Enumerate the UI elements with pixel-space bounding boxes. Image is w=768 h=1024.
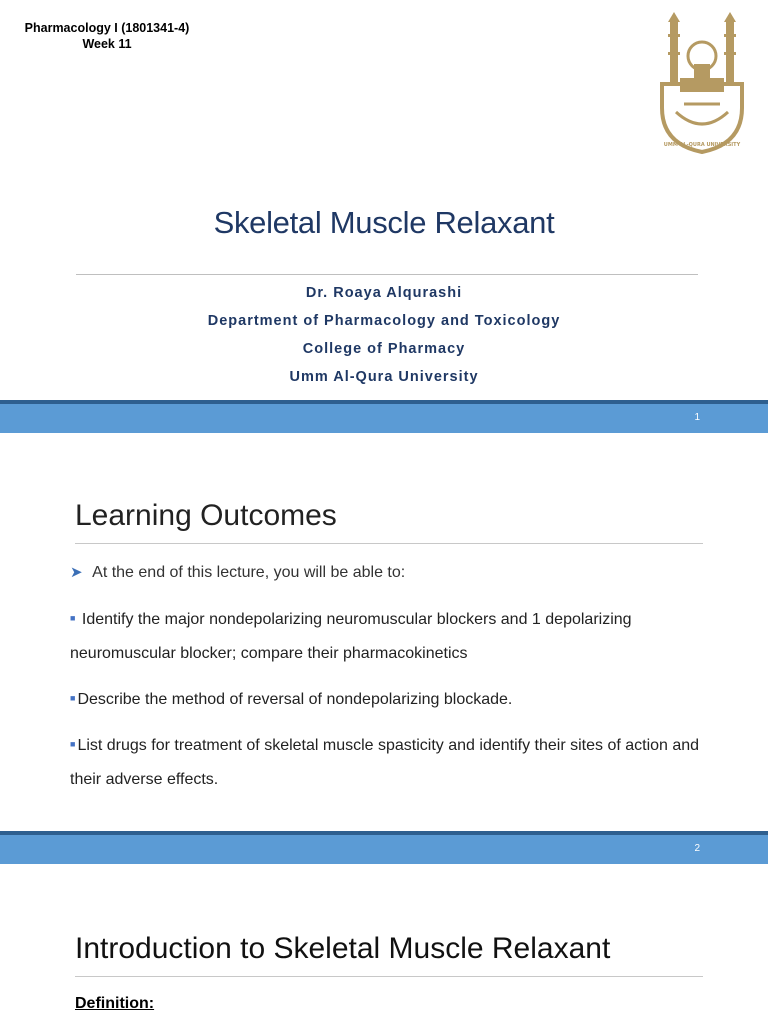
author-college: College of Pharmacy (302, 341, 466, 357)
intro-label: At the end of this lecture, you will be able to: (92, 564, 406, 581)
list-item-text: Identify the major nondepolarizing neuromuscular blockers and 1 depolarizing neuromuscular blocker; compare their pharmacokinetics (70, 611, 632, 662)
definition-heading: Definition: (75, 995, 155, 1012)
university-logo-icon (656, 12, 748, 154)
presentation-title: Skeletal Muscle Relaxant (213, 205, 555, 240)
list-item (70, 681, 710, 717)
list-item-text: List drugs for treatment of skeletal muscle spasticity and identify their sites of action and their adverse effects. (70, 737, 700, 788)
page-number: 2 (694, 843, 700, 854)
author-department: Department of Pharmacology and Toxicology (207, 313, 561, 329)
author-university: Umm Al-Qura University (289, 369, 479, 385)
title-divider (76, 274, 698, 275)
list-item-text: Describe the method of reversal of nondepolarizing blockade. (77, 691, 513, 708)
title-divider (75, 976, 703, 977)
arrow-bullet-icon: ➤ (70, 564, 83, 581)
course-info (22, 20, 192, 52)
page-number: 1 (694, 412, 700, 423)
list-item (70, 601, 710, 671)
slide-title: Introduction to Skeletal Muscle Relaxant (75, 932, 611, 965)
author-name: Dr. Roaya Alqurashi (305, 285, 463, 301)
course-code: Pharmacology I (1801341-4) (24, 21, 190, 35)
course-week: Week 11 (82, 37, 132, 51)
slide-footer-band (0, 831, 768, 864)
title-divider (75, 543, 703, 544)
square-bullet-icon: ■ (70, 613, 76, 623)
square-bullet-icon: ■ (70, 739, 76, 749)
slide-footer-band (0, 400, 768, 433)
list-item (70, 727, 710, 797)
slide-2 (0, 433, 768, 831)
slide-3 (0, 866, 768, 1024)
square-bullet-icon: ■ (70, 693, 76, 703)
slide-title: Learning Outcomes (75, 499, 337, 532)
intro-text (70, 563, 405, 582)
author-block (0, 283, 768, 395)
logo-text: UMM AL-QURA UNIVERSITY (663, 142, 741, 148)
slide-1 (0, 0, 768, 400)
